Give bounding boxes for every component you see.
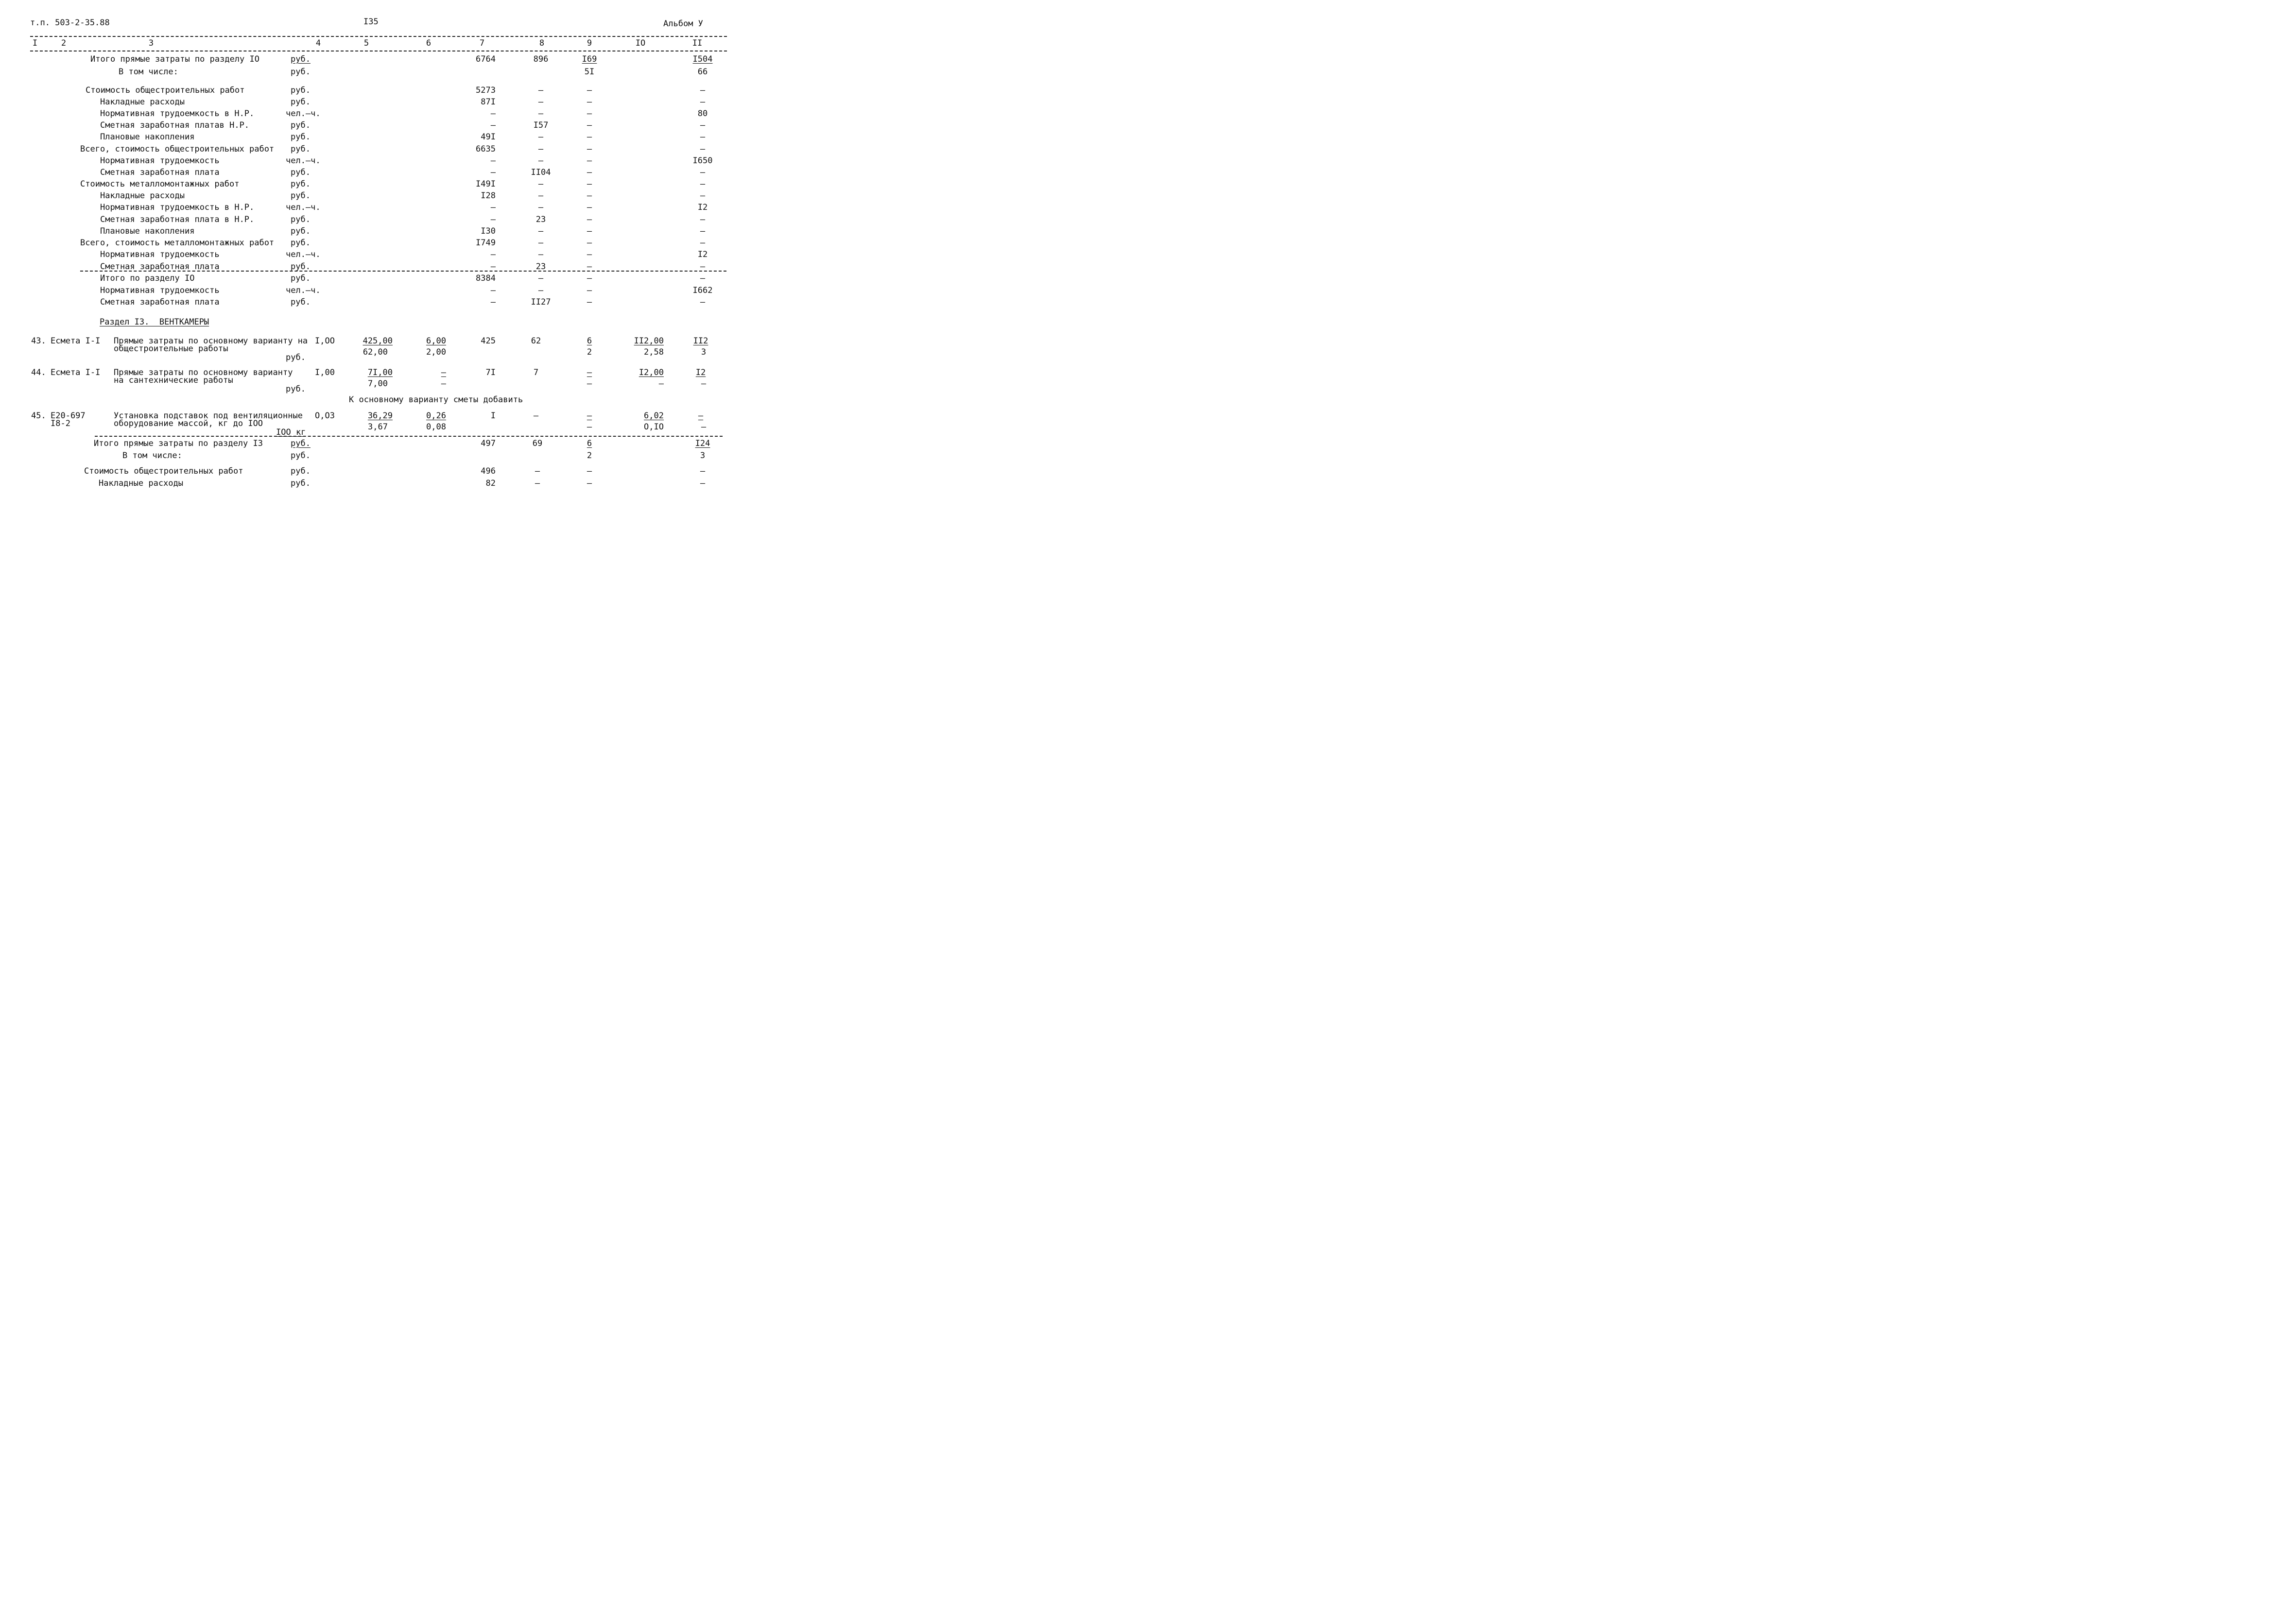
row-col8: –: [538, 97, 544, 107]
row-col9: –: [587, 156, 592, 166]
row-label: Сметная заработная плата: [100, 168, 220, 177]
item-col11-top: I2: [695, 368, 706, 377]
header-top-rule: [30, 36, 727, 37]
row-col9: –: [587, 466, 592, 476]
item-unit: руб.: [286, 353, 306, 362]
item-col5-bottom: 62,00: [363, 347, 388, 357]
row-col7: –: [490, 250, 496, 259]
row-col11: –: [700, 238, 706, 248]
row-col11: –: [700, 168, 706, 177]
row-col9: –: [587, 109, 592, 119]
item-description: Прямые затраты по основному варианту: [114, 368, 293, 377]
row-col8: –: [535, 466, 540, 476]
row-col9: –: [587, 274, 592, 283]
item-col6-bottom: 2,00: [426, 347, 446, 357]
item-col5-top: 425,00: [363, 336, 393, 346]
row-label: Итого прямые затраты по разделу IO: [90, 54, 259, 64]
item-number: 44.: [31, 368, 46, 377]
row-col8: –: [538, 85, 544, 95]
row-col7: 497: [481, 439, 496, 448]
item-description-line2: на сантехнические работы: [114, 376, 233, 385]
item-col5-top: 7I,00: [367, 368, 393, 377]
row-col7: –: [490, 286, 496, 295]
item-col11-top: –: [698, 411, 704, 421]
section-10-separator: [80, 271, 726, 272]
row-col8: –: [538, 203, 544, 212]
row-col9: –: [587, 120, 592, 130]
item-unit: руб.: [286, 384, 306, 394]
row-col7: 8384: [476, 274, 496, 283]
row-col7: 6764: [476, 54, 496, 64]
row-col8: –: [538, 191, 544, 201]
item-col10-bottom: 2,58: [644, 347, 664, 357]
row-col8: –: [538, 179, 544, 189]
row-col8: –: [538, 286, 544, 295]
column-header: 9: [587, 38, 592, 48]
row-unit: руб.: [291, 132, 311, 142]
row-label: В том числе:: [119, 67, 178, 77]
item-col11-bottom: 3: [701, 347, 707, 357]
item-description-line2: общестроительные работы: [114, 344, 228, 354]
item-col11-bottom: –: [701, 379, 707, 389]
row-col11: I662: [692, 286, 713, 295]
row-col9: –: [587, 179, 592, 189]
row-col7: –: [490, 109, 496, 119]
item-col8: 7: [533, 368, 539, 377]
item-col10-bottom: –: [658, 379, 664, 389]
item-col11-bottom: –: [701, 422, 707, 432]
row-col9: –: [587, 132, 592, 142]
item-col7: 7I: [485, 368, 496, 377]
row-col9: 5I: [584, 67, 595, 77]
row-label: Нормативная трудоемкость: [100, 250, 220, 259]
item-quantity: I,00: [315, 368, 335, 377]
row-col11: I2: [697, 203, 708, 212]
row-col11: –: [700, 85, 706, 95]
item-col6-top: 6,00: [426, 336, 446, 346]
row-label: Плановые накопления: [100, 132, 195, 142]
row-col9: –: [587, 144, 592, 154]
row-col7: I30: [481, 226, 496, 236]
row-col9: –: [587, 262, 592, 272]
row-label: В том числе:: [122, 451, 182, 461]
row-unit: руб.: [291, 168, 311, 177]
row-col8: –: [538, 109, 544, 119]
row-label: Стоимость металломонтажных работ: [80, 179, 240, 189]
row-unit: руб.: [291, 67, 311, 77]
row-unit: руб.: [291, 120, 311, 130]
row-col8: –: [538, 226, 544, 236]
row-col11: I650: [692, 156, 713, 166]
row-col11: –: [700, 297, 706, 307]
item-col7: 425: [481, 336, 496, 346]
row-col9: –: [587, 250, 592, 259]
row-col11: I2: [697, 250, 708, 259]
row-label: Нормативная трудоемкость в Н.Р.: [100, 203, 255, 212]
row-label: Итого по разделу IO: [100, 274, 195, 283]
row-col11: I504: [692, 54, 713, 64]
item-col9-bottom: –: [587, 422, 592, 432]
column-header: 8: [539, 38, 545, 48]
column-header: 5: [363, 38, 369, 48]
row-col11: 3: [700, 451, 706, 461]
row-label: Нормативная трудоемкость: [100, 156, 220, 166]
page-number: I35: [363, 17, 379, 27]
row-col8: II27: [531, 297, 551, 307]
row-unit: руб.: [291, 439, 311, 448]
row-col11: –: [700, 274, 706, 283]
row-col9: 2: [587, 451, 592, 461]
row-unit: чел.–ч.: [286, 156, 321, 166]
row-col8: –: [538, 156, 544, 166]
item-col10-top: II2,00: [634, 336, 664, 346]
row-col9: –: [587, 203, 592, 212]
item-number: 45.: [31, 411, 46, 421]
row-col11: –: [700, 262, 706, 272]
row-col9: –: [587, 85, 592, 95]
row-col7: 5273: [476, 85, 496, 95]
row-col9: –: [587, 226, 592, 236]
row-col8: –: [538, 144, 544, 154]
row-col11: –: [700, 226, 706, 236]
row-col11: –: [700, 215, 706, 224]
row-col11: –: [700, 466, 706, 476]
row-label: Стоимость общестроительных работ: [86, 85, 245, 95]
row-label: Нормативная трудоемкость в Н.Р.: [100, 109, 255, 119]
row-label: Накладные расходы: [100, 191, 185, 201]
row-unit: руб.: [291, 297, 311, 307]
add-note: К основному варианту сметы добавить: [349, 395, 523, 405]
item-col6-bottom: 0,08: [426, 422, 446, 432]
row-col11: –: [700, 144, 706, 154]
column-header: 6: [426, 38, 432, 48]
row-col11: –: [700, 97, 706, 107]
item-col10-top: I2,00: [639, 368, 664, 377]
item-col5-bottom: 7,00: [368, 379, 388, 389]
item-col8: –: [533, 411, 539, 421]
row-col7: –: [490, 168, 496, 177]
item-description-line2: оборудование массой, кг до IOO: [114, 419, 263, 428]
column-header: 3: [148, 38, 154, 48]
row-col11: 66: [697, 67, 708, 77]
item-col6-bottom: –: [441, 379, 446, 389]
row-col8: –: [538, 238, 544, 248]
row-col8: 23: [535, 262, 546, 272]
column-header: II: [692, 38, 703, 48]
item-col9-top: –: [587, 368, 592, 377]
row-unit: руб.: [291, 179, 311, 189]
row-col9: –: [587, 97, 592, 107]
row-unit: руб.: [291, 451, 311, 461]
row-label: Сметная заработная плата: [100, 297, 220, 307]
row-unit: руб.: [291, 85, 311, 95]
row-col11: –: [700, 132, 706, 142]
row-label: Сметная заработная плата в Н.Р.: [100, 215, 255, 224]
item-number: 43.: [31, 336, 46, 346]
row-col9: –: [587, 215, 592, 224]
column-header: I: [32, 38, 38, 48]
row-label: Сметная заработная платав Н.Р.: [100, 120, 250, 130]
row-col9: I69: [582, 54, 597, 64]
row-label: Итого прямые затраты по разделу I3: [94, 439, 263, 448]
item-col9-bottom: 2: [587, 347, 592, 357]
item-col9-top: –: [587, 411, 592, 421]
album-label: Альбом У: [663, 19, 703, 29]
row-unit: чел.–ч.: [286, 250, 321, 259]
row-label: Накладные расходы: [99, 479, 183, 488]
row-col8: –: [535, 479, 540, 488]
item-code: Есмета I-I: [51, 336, 101, 346]
item-col10-bottom: O,IO: [644, 422, 664, 432]
item-col6-top: 0,26: [426, 411, 446, 421]
row-col7: –: [490, 262, 496, 272]
item-col10-top: 6,02: [644, 411, 664, 421]
item-quantity: O,O3: [315, 411, 335, 421]
row-col9: 6: [587, 439, 592, 448]
row-unit: руб.: [291, 215, 311, 224]
row-unit: руб.: [291, 97, 311, 107]
row-col8: –: [538, 132, 544, 142]
row-col7: 49I: [481, 132, 496, 142]
item-code: Есмета I-I: [51, 368, 101, 377]
column-header: 7: [479, 38, 485, 48]
row-col8: –: [538, 250, 544, 259]
section-13-title: Раздел I3. ВЕНТКАМЕРЫ: [100, 317, 209, 327]
row-unit: чел.–ч.: [286, 203, 321, 212]
item-code: Е20-697: [51, 411, 86, 421]
row-col11: –: [700, 120, 706, 130]
row-unit: руб.: [291, 274, 311, 283]
row-col7: I49I: [476, 179, 496, 189]
document-code: т.п. 503-2-35.88: [30, 18, 110, 28]
item-col11-top: II2: [693, 336, 708, 346]
row-col9: –: [587, 479, 592, 488]
row-label: Нормативная трудоемкость: [100, 286, 220, 295]
row-unit: руб.: [291, 262, 311, 272]
row-col7: 6635: [476, 144, 496, 154]
row-label: Плановые накопления: [100, 226, 195, 236]
row-col7: –: [490, 215, 496, 224]
item-col9-bottom: –: [587, 379, 592, 389]
row-col8: 896: [533, 54, 549, 64]
item-description: Установка подставок под вентиляционные: [114, 411, 303, 421]
item-quantity: I,OO: [315, 336, 335, 346]
column-header: IO: [635, 38, 646, 48]
row-col9: –: [587, 286, 592, 295]
item-code-line2: I8-2: [51, 419, 70, 428]
row-col8: 23: [535, 215, 546, 224]
row-col7: 87I: [481, 97, 496, 107]
row-col7: –: [490, 203, 496, 212]
row-col9: –: [587, 238, 592, 248]
row-label: Всего, стоимость металломонтажных работ: [80, 238, 275, 248]
row-unit: руб.: [291, 226, 311, 236]
row-col8: II04: [531, 168, 551, 177]
row-col7: I749: [476, 238, 496, 248]
column-header: 4: [315, 38, 321, 48]
row-col9: –: [587, 297, 592, 307]
row-label: Стоимость общестроительных работ: [84, 466, 243, 476]
row-col7: 82: [485, 479, 496, 488]
row-col8: I57: [533, 120, 549, 130]
row-label: Сметная заработная плата: [100, 262, 220, 272]
row-col7: 496: [481, 466, 496, 476]
section-13-separator: [95, 436, 723, 437]
item-unit: IOO кг: [276, 427, 306, 437]
row-unit: руб.: [291, 238, 311, 248]
row-col11: –: [700, 191, 706, 201]
row-label: Накладные расходы: [100, 97, 185, 107]
item-col5-top: 36,29: [367, 411, 393, 421]
item-col5-bottom: 3,67: [368, 422, 388, 432]
item-col6-top: –: [441, 368, 446, 377]
row-col11: –: [700, 179, 706, 189]
row-col9: –: [587, 168, 592, 177]
row-col11: 80: [697, 109, 708, 119]
item-col7: I: [490, 411, 496, 421]
row-col7: –: [490, 120, 496, 130]
row-col9: –: [587, 191, 592, 201]
row-col8: 69: [532, 439, 543, 448]
column-header: 2: [61, 38, 67, 48]
item-col9-top: 6: [587, 336, 592, 346]
row-col8: –: [538, 274, 544, 283]
row-unit: чел.–ч.: [286, 286, 321, 295]
row-unit: руб.: [291, 54, 311, 64]
row-unit: чел.–ч.: [286, 109, 321, 119]
row-unit: руб.: [291, 191, 311, 201]
row-label: Всего, стоимость общестроительных работ: [80, 144, 275, 154]
row-col11: I24: [695, 439, 710, 448]
row-col7: I28: [481, 191, 496, 201]
row-col11: –: [700, 479, 706, 488]
item-description: Прямые затраты по основному варианту на: [114, 336, 308, 346]
row-col7: –: [490, 297, 496, 307]
row-unit: руб.: [291, 479, 311, 488]
row-unit: руб.: [291, 144, 311, 154]
row-unit: руб.: [291, 466, 311, 476]
item-col8: 62: [531, 336, 541, 346]
row-col7: –: [490, 156, 496, 166]
